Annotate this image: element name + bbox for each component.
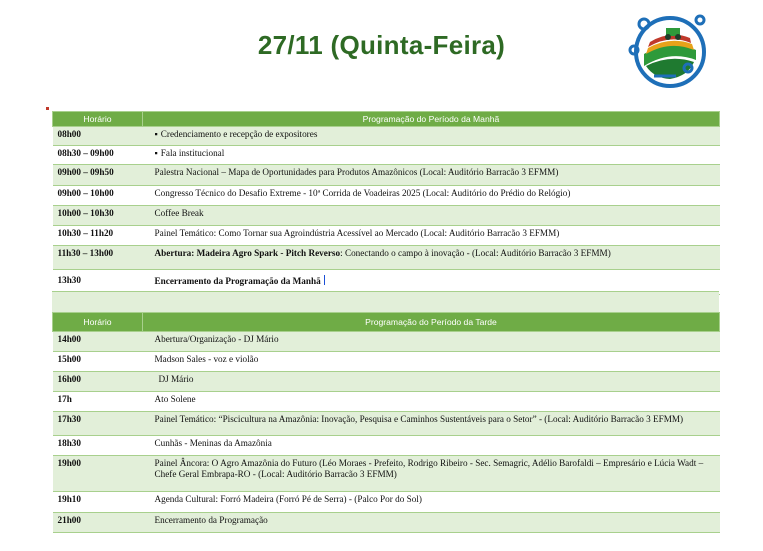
spacer-row — [52, 291, 719, 312]
agro-logo-icon — [628, 10, 712, 94]
row-time: 19h10 — [53, 492, 143, 513]
header-program: Programação do Período da Tarde — [143, 313, 720, 332]
row-activity: Palestra Nacional – Mapa de Oportunidades para Produtos Amazônicos (Local: Auditório Barracão 3 EFMM) — [143, 165, 720, 186]
header-time: Horário — [53, 313, 143, 332]
afternoon-schedule-table — [52, 312, 720, 533]
table-row — [53, 332, 720, 352]
table-row — [53, 186, 720, 206]
row-activity: Coffee Break — [143, 206, 720, 226]
row-activity: Madson Sales - voz e violão — [143, 352, 720, 372]
header-time: Horário — [53, 112, 143, 127]
row-activity: Ato Solene — [143, 392, 720, 412]
row-time: 17h30 — [53, 412, 143, 436]
row-activity: Painel Âncora: O Agro Amazônia do Futuro (Léo Moraes - Prefeito, Rodrigo Ribeiro - Sec. Semagric, Adélio Barofaldi – Empresário e Lúcia Wadt – Chefe Geral Embrapa-RO - (Local: Auditório Barracão 3 EFMM) — [143, 456, 720, 492]
table-row — [53, 436, 720, 456]
table-row — [53, 412, 720, 436]
row-time: 10h00 – 10h30 — [53, 206, 143, 226]
row-activity: Abertura: Madeira Agro Spark - Pitch Reverso: Conectando o campo à inovação - (Local: Auditório Barracão 3 EFMM) — [143, 246, 720, 270]
table-row — [53, 372, 720, 392]
row-time: 11h30 – 13h00 — [53, 246, 143, 270]
table-row — [53, 246, 720, 270]
row-activity: Painel Temático: Como Tornar sua Agroindústria Acessível ao Mercado (Local: Auditório Barracão 3 EFMM) — [143, 226, 720, 246]
row-time: 08h00 — [53, 127, 143, 146]
table-row — [53, 146, 720, 165]
table-row — [53, 352, 720, 372]
row-time: 18h30 — [53, 436, 143, 456]
row-time: 10h30 – 11h20 — [53, 226, 143, 246]
table-row — [53, 206, 720, 226]
row-activity: Painel Temático: “Piscicultura na Amazônia: Inovação, Pesquisa e Caminhos Sustentáveis para o Setor” - (Local: Auditório Barracão 3 EFMM) — [143, 412, 720, 436]
bullet-icon: ▪ — [154, 129, 158, 139]
header-program: Programação do Período da Manhã — [143, 112, 720, 127]
table-row — [53, 392, 720, 412]
row-time: 17h — [53, 392, 143, 412]
bullet-icon: ▪ — [154, 148, 158, 158]
row-time: 19h00 — [53, 456, 143, 492]
row-activity: Encerramento da Programação da Manhã — [143, 270, 720, 295]
row-time: 21h00 — [53, 513, 143, 533]
row-activity: ▪ Fala institucional — [143, 146, 720, 165]
row-time: 14h00 — [53, 332, 143, 352]
row-activity: DJ Mário — [143, 372, 720, 392]
row-time: 09h00 – 09h50 — [53, 165, 143, 186]
row-activity: Congresso Técnico do Desafio Extreme - 10ª Corrida de Voadeiras 2025 (Local: Auditório do Prédio do Relógio) — [143, 186, 720, 206]
row-activity: Agenda Cultural: Forró Madeira (Forró Pé de Serra) - (Palco Por do Sol) — [143, 492, 720, 513]
row-activity: Encerramento da Programação — [143, 513, 720, 533]
row-activity: Cunhãs - Meninas da Amazônia — [143, 436, 720, 456]
table-row — [53, 492, 720, 513]
row-time: 08h30 – 09h00 — [53, 146, 143, 165]
row-time: 15h00 — [53, 352, 143, 372]
table-header-row — [53, 313, 720, 332]
table-row — [53, 456, 720, 492]
page-title: 27/11 (Quinta-Feira) — [257, 30, 506, 60]
table-header-row — [53, 112, 720, 127]
row-time: 09h00 – 10h00 — [53, 186, 143, 206]
table-row — [53, 127, 720, 146]
row-activity: ▪ Credenciamento e recepção de expositores — [143, 127, 720, 146]
table-row — [53, 513, 720, 533]
row-activity: Abertura/Organização - DJ Mário — [143, 332, 720, 352]
table-row — [53, 165, 720, 186]
text-cursor — [324, 275, 325, 285]
row-time: 13h30 — [53, 270, 143, 295]
row-time: 16h00 — [53, 372, 143, 392]
table-row — [53, 226, 720, 246]
morning-schedule-table — [52, 111, 720, 295]
red-mark — [46, 107, 49, 110]
